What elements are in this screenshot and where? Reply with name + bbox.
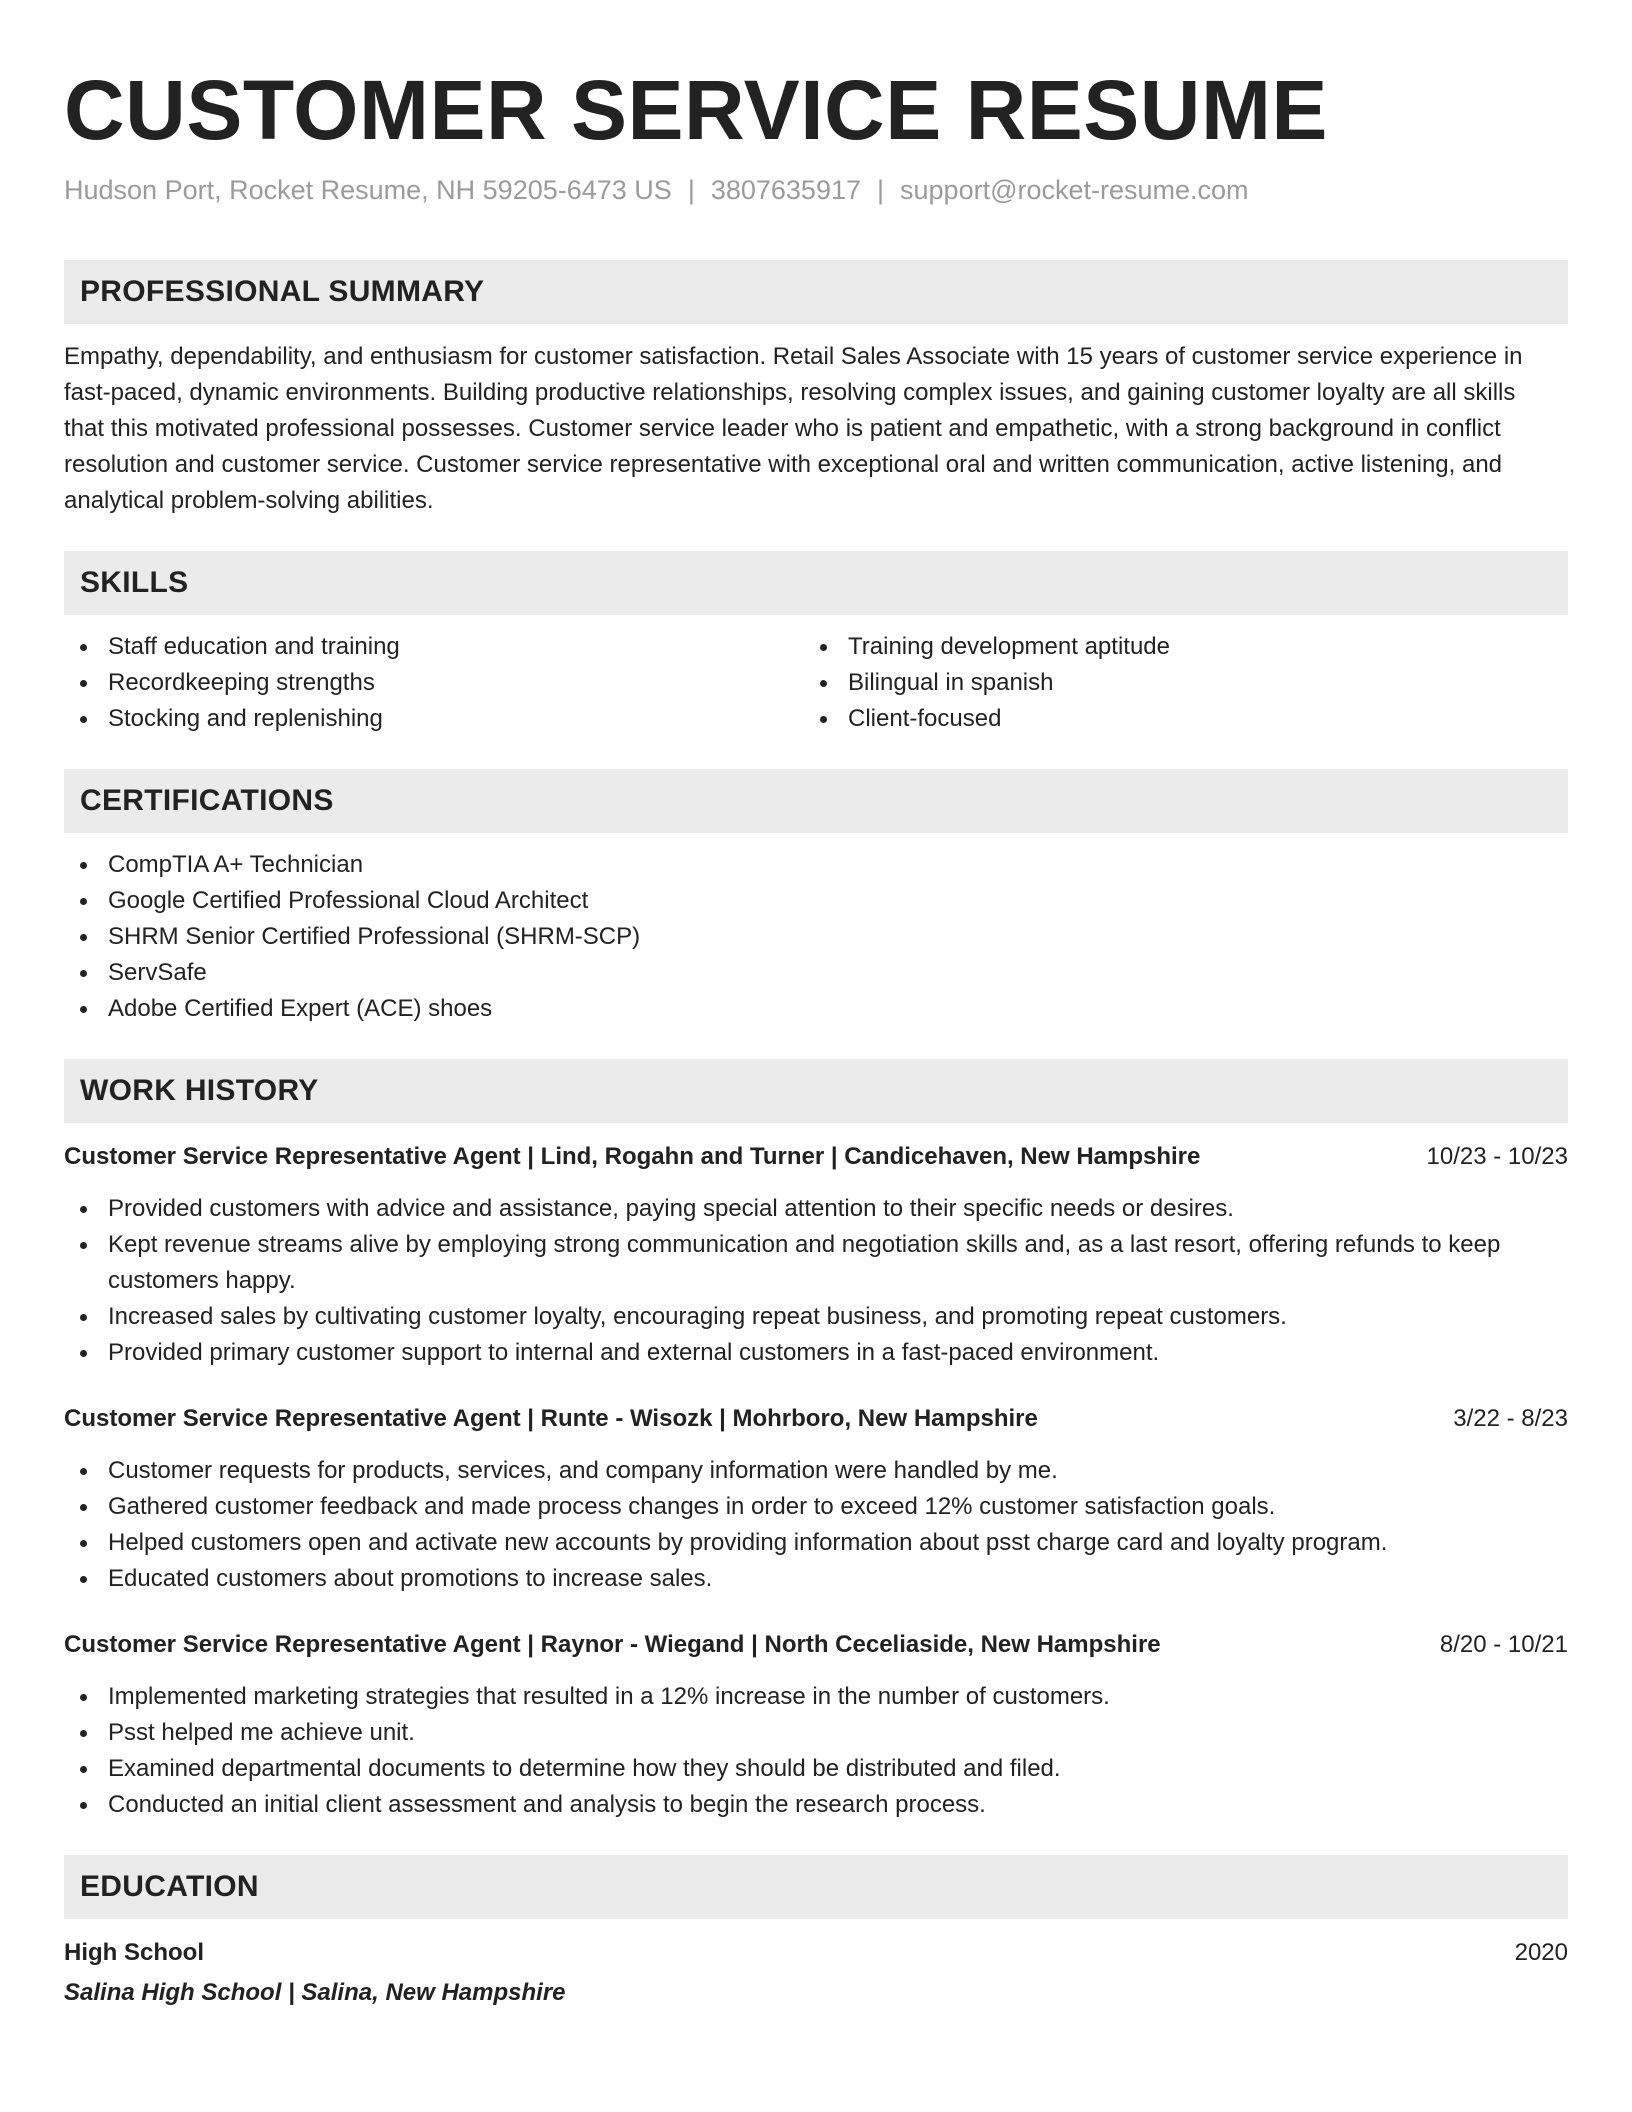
job-bullet: Increased sales by cultivating customer loyalty, encouraging repeat business, and promoting repeat customers. — [64, 1299, 1568, 1335]
skills-column-right — [804, 629, 1544, 737]
job-bullet: Provided customers with advice and assistance, paying special attention to their specific needs or desires. — [64, 1191, 1568, 1227]
skill-item: Staff education and training — [64, 629, 804, 665]
job-header — [64, 1139, 1568, 1175]
job-dates: 3/22 - 8/23 — [1453, 1405, 1568, 1432]
job-bullets — [64, 1453, 1568, 1597]
section-header-summary: PROFESSIONAL SUMMARY — [64, 260, 1568, 324]
certification-item: ServSafe — [64, 955, 1568, 991]
job-bullet: Gathered customer feedback and made process changes in order to exceed 12% customer satisfaction goals. — [64, 1489, 1568, 1525]
section-header-work-history: WORK HISTORY — [64, 1059, 1568, 1123]
certifications-list — [64, 847, 1568, 1027]
contact-separator: | — [687, 175, 695, 205]
job-title: Customer Service Representative Agent | Lind, Rogahn and Turner | Candicehaven, New Hampshire — [64, 1143, 1201, 1170]
job-bullets — [64, 1191, 1568, 1371]
certification-item: SHRM Senior Certified Professional (SHRM-SCP) — [64, 919, 1568, 955]
skill-item: Bilingual in spanish — [804, 665, 1544, 701]
job-bullets — [64, 1679, 1568, 1823]
skill-item: Training development aptitude — [804, 629, 1544, 665]
job-dates: 10/23 - 10/23 — [1426, 1143, 1568, 1170]
skill-item: Recordkeeping strengths — [64, 665, 804, 701]
job-bullet: Customer requests for products, services, and company information were handled by me. — [64, 1453, 1568, 1489]
certification-item: Google Certified Professional Cloud Architect — [64, 883, 1568, 919]
job-bullet: Educated customers about promotions to increase sales. — [64, 1561, 1568, 1597]
job-bullet: Psst helped me achieve unit. — [64, 1715, 1568, 1751]
job-bullet: Provided primary customer support to internal and external customers in a fast-paced environment. — [64, 1335, 1568, 1371]
job-entry — [64, 1139, 1568, 1371]
job-title: Customer Service Representative Agent | Runte - Wisozk | Mohrboro, New Hampshire — [64, 1405, 1038, 1432]
section-header-certifications: CERTIFICATIONS — [64, 769, 1568, 833]
contact-phone: 3807635917 — [710, 175, 861, 205]
contact-separator: | — [877, 175, 885, 205]
job-header — [64, 1401, 1568, 1437]
contact-email: support@rocket-resume.com — [900, 175, 1249, 205]
education-school: Salina High School | Salina, New Hampshire — [64, 1979, 566, 2006]
contact-address: Hudson Port, Rocket Resume, NH 59205-6473 US — [64, 175, 672, 205]
job-bullet: Conducted an initial client assessment and analysis to begin the research process. — [64, 1787, 1568, 1823]
skills-list — [64, 629, 1568, 737]
job-entry — [64, 1401, 1568, 1597]
job-bullet: Examined departmental documents to determine how they should be distributed and filed. — [64, 1751, 1568, 1787]
job-dates: 8/20 - 10/21 — [1439, 1631, 1568, 1658]
resume-title: CUSTOMER SERVICE RESUME — [64, 63, 1328, 157]
certification-item: Adobe Certified Expert (ACE) shoes — [64, 991, 1568, 1027]
job-bullet: Helped customers open and activate new accounts by providing information about psst charge card and loyalty program. — [64, 1525, 1568, 1561]
job-bullet: Implemented marketing strategies that resulted in a 12% increase in the number of customers. — [64, 1679, 1568, 1715]
summary-text: Empathy, dependability, and enthusiasm for customer satisfaction. Retail Sales Associate with 15 years of customer service experience in fast-paced, dynamic environments. Building productive relationships, resolving complex issues, and gaining customer loyalty are all skills that this motivated professional possesses. Customer service leader who is patient and empathetic, with a strong background in conflict resolution and customer service. Customer service representative with exceptional oral and written communication, active listening, and analytical problem-solving abilities. — [64, 343, 1523, 514]
skills-column-left — [64, 629, 804, 737]
education-year: 2020 — [1514, 1939, 1568, 1966]
job-entry — [64, 1627, 1568, 1823]
education-header — [64, 1935, 1568, 1971]
job-header — [64, 1627, 1568, 1663]
skill-item: Client-focused — [804, 701, 1544, 737]
section-header-skills: SKILLS — [64, 551, 1568, 615]
certification-item: CompTIA A+ Technician — [64, 847, 1568, 883]
contact-line — [64, 172, 1568, 208]
education-degree: High School — [64, 1939, 204, 1966]
skill-item: Stocking and replenishing — [64, 701, 804, 737]
section-header-education: EDUCATION — [64, 1855, 1568, 1919]
job-bullet: Kept revenue streams alive by employing strong communication and negotiation skills and, as a last resort, offering refunds to keep customers happy. — [64, 1227, 1568, 1299]
job-title: Customer Service Representative Agent | Raynor - Wiegand | North Ceceliaside, New Hampshire — [64, 1631, 1161, 1658]
